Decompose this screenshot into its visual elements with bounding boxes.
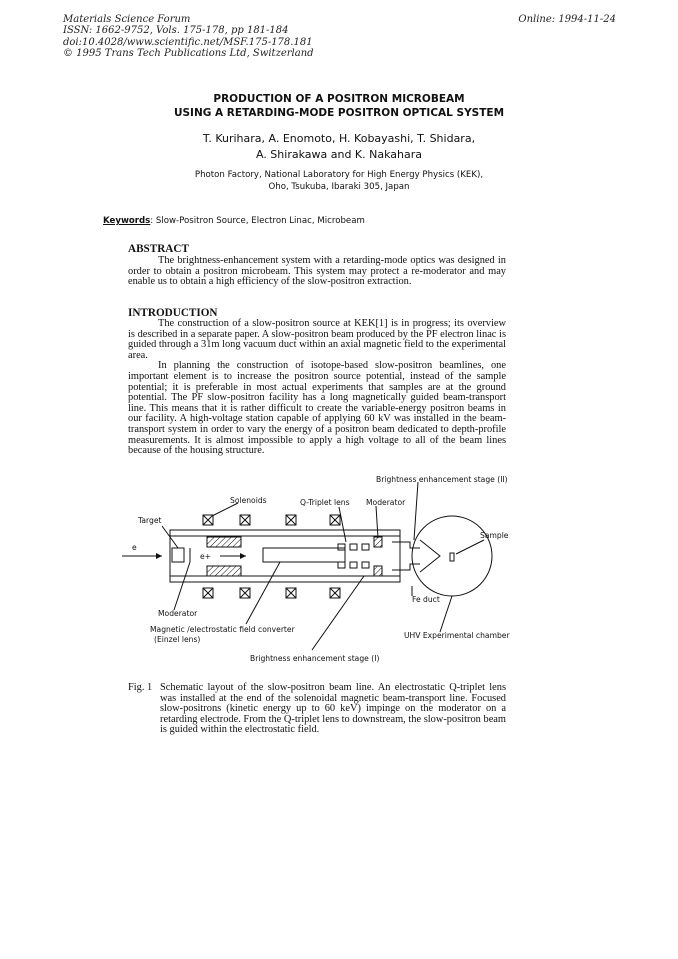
affiliation <box>0 169 678 193</box>
sample-holder <box>420 540 440 572</box>
caption-label: Fig. 1 <box>128 682 153 693</box>
retarding-electrode-lower <box>374 566 382 576</box>
abstract-heading: ABSTRACT <box>128 243 189 255</box>
stage2-electrodes <box>392 542 420 570</box>
retarding-electrode-upper <box>374 537 382 547</box>
title-line-1: PRODUCTION OF A POSITRON MICROBEAM <box>213 93 465 105</box>
caption-text: Schematic layout of the slow-positron beam line. An electrostatic Q-triplet lens was installed at the end of the solenoidal magnetic beam-transport line. Focused slow-positrons (kinetic energy up to 60 keV) impinge on the moderator on a retarding electrode. From the Q-triplet lens to downstream, the slow-positron beam is guided within the electrostatic field. <box>160 682 506 736</box>
doi-line[interactable]: doi:10.4028/www.scientific.net/MSF.175-178.181 <box>63 36 313 48</box>
journal-name: Materials Science Forum <box>63 14 191 25</box>
keywords-label: Keywords <box>103 216 151 226</box>
label-qtriplet: Q-Triplet lens <box>300 498 350 507</box>
paper-title <box>0 92 678 120</box>
solenoids-bottom <box>203 588 340 598</box>
introduction-heading: INTRODUCTION <box>128 307 218 319</box>
keywords-text: : Slow-Positron Source, Electron Linac, Microbeam <box>150 216 365 226</box>
label-e: e <box>132 543 137 552</box>
figure-caption <box>128 683 506 736</box>
label-einzel: (Einzel lens) <box>154 635 201 644</box>
magnet-upper <box>207 537 241 547</box>
title-line-2: USING A RETARDING-MODE POSITRON OPTICAL SYSTEM <box>173 107 505 119</box>
affiliation-line-2: Oho, Tsukuba, Ibaraki 305, Japan <box>268 182 410 192</box>
label-moderator-top: Moderator <box>366 498 406 507</box>
uhv-chamber <box>412 516 492 596</box>
introduction-body <box>128 319 506 457</box>
authors-line-1: T. Kurihara, A. Enomoto, H. Kobayashi, T. Shidara, <box>202 132 476 145</box>
label-target: Target <box>138 516 162 525</box>
label-uhv-chamber: UHV Experimental chamber <box>404 631 510 640</box>
citation-block <box>63 14 314 59</box>
label-brightness-1: Brightness enhancement stage (I) <box>250 654 380 663</box>
keywords <box>103 216 365 226</box>
q-lens-1 <box>338 544 345 550</box>
intro-paragraph-1: The construction of a slow-positron source at KEK[1] is in progress; its overview is described in a separate paper. A slow-positron beam produced by the PF electron linac is guided through a 31m long vacuum duct within an axial magnetic field to the experimental area. <box>128 318 506 361</box>
q-lens-6 <box>362 562 369 568</box>
label-moderator-bottom: Moderator <box>158 609 198 618</box>
q-lens-4 <box>338 562 345 568</box>
issn-line: ISSN: 1662-9752, Vols. 175-178, pp 181-184 <box>63 25 289 37</box>
sample <box>450 553 454 561</box>
label-sample: Sample <box>480 531 509 540</box>
label-eplus: e+ <box>200 552 212 561</box>
affiliation-line-1: Photon Factory, National Laboratory for High Energy Physics (KEK), <box>194 170 484 180</box>
abstract-body <box>128 256 506 288</box>
q-lens-5 <box>350 562 357 568</box>
einzel-lens <box>263 548 345 562</box>
abstract-paragraph: The brightness-enhancement system with a retarding-mode optics was designed in order to obtain a positron microbeam. This system may protect a re-moderator and may enable us to obtain a high efficiency of the slow-positron extraction. <box>128 255 506 288</box>
label-brightness-2: Brightness enhancement stage (II) <box>376 475 508 484</box>
target-box <box>172 548 184 562</box>
q-lens-3 <box>362 544 369 550</box>
q-lens-2 <box>350 544 357 550</box>
beamline-schematic <box>100 470 520 670</box>
label-solenoids: Solenoids <box>230 496 267 505</box>
magnet-lower <box>207 566 241 576</box>
label-fe-duct: Fe duct <box>412 595 440 604</box>
label-converter: Magnetic /electrostatic field converter <box>150 625 295 634</box>
intro-paragraph-2: In planning the construction of isotope-based slow-positron beamlines, one important element is to increase the positron source potential, instead of the sample potential; it is preferable in most actual experiments that samples are at the ground potential. The PF slow-positron facility has a long magnetically guided beam-transport line. This means that it is rather difficult to create the variable-energy positron beams in our facility. A high-voltage station capable of applying 60 kV was installed in the beam-transport system in order to vary the energy of a positron beam dedicated to depth-profile measurements. It is almost impossible to apply a high voltage to all of the beam lines because of the housing structure. <box>128 360 506 457</box>
authors-line-2: A. Shirakawa and K. Nakahara <box>255 148 422 161</box>
online-date: Online: 1994-11-24 <box>518 14 616 25</box>
solenoids-top <box>203 515 340 525</box>
copyright-line: © 1995 Trans Tech Publications Ltd, Switzerland <box>63 47 314 59</box>
author-list <box>0 131 678 163</box>
